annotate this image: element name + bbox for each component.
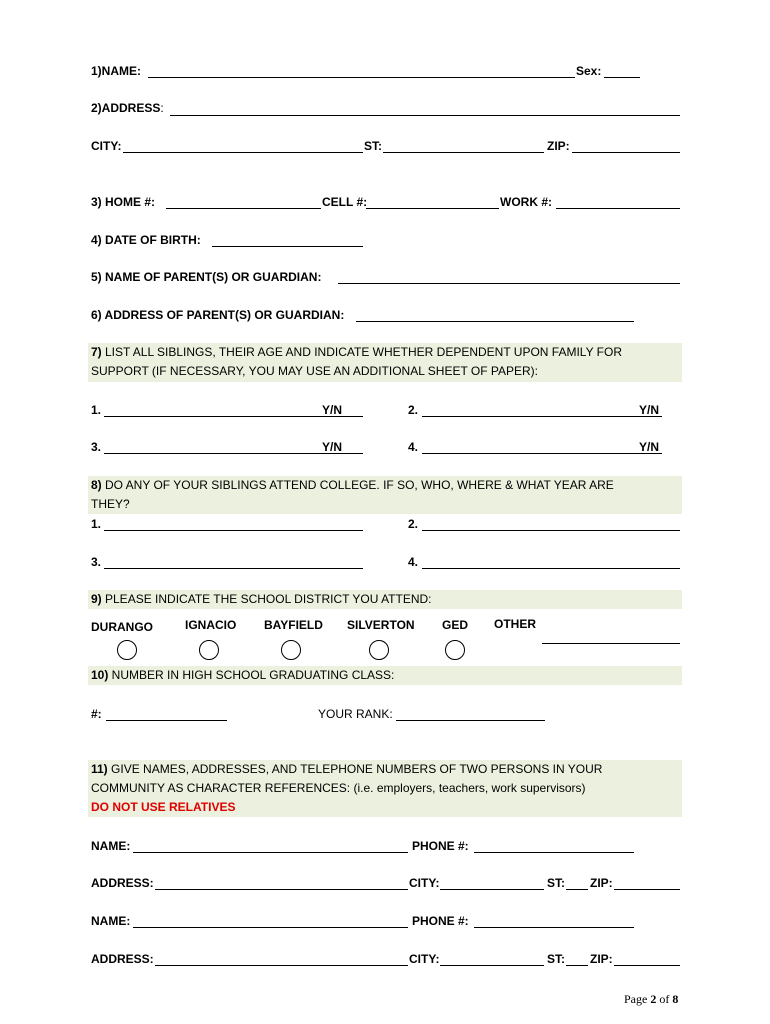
- ref1-zip-label: ZIP:: [590, 876, 613, 890]
- sibling-4-yn: Y/N: [639, 440, 660, 454]
- college-sibling-3-label: 3.: [91, 555, 102, 569]
- siblings-question-line2: SUPPORT (IF NECESSARY, YOU MAY USE AN ADDITIONAL SHEET OF PAPER):: [91, 364, 539, 378]
- rank-label: YOUR RANK:: [318, 707, 393, 721]
- sex-field[interactable]: [604, 77, 640, 78]
- ref1-name-label: NAME:: [91, 839, 131, 853]
- graduating-class-question-line: [88, 666, 682, 685]
- college-sibling-1-label: 1.: [91, 517, 102, 531]
- work-phone-field[interactable]: [556, 208, 680, 209]
- college-question-line2: THEY?: [91, 497, 130, 511]
- sibling-1-yn: Y/N: [322, 403, 343, 417]
- ref1-phone-field[interactable]: [474, 852, 634, 853]
- home-phone-label: 3) HOME #:: [91, 195, 156, 209]
- ref2-state-field[interactable]: [566, 965, 588, 966]
- district-ignacio-label: IGNACIO: [185, 618, 237, 632]
- sibling-3-label: 3.: [91, 440, 102, 454]
- college-sibling-3-field[interactable]: [104, 568, 363, 569]
- name-field[interactable]: [148, 77, 575, 78]
- ref2-city-field[interactable]: [440, 965, 544, 966]
- college-question: [88, 476, 682, 514]
- references-question-line1: [88, 760, 682, 779]
- city-label: CITY:: [91, 139, 122, 153]
- q11-text1: GIVE NAMES, ADDRESSES, AND TELEPHONE NUMBERS OF TWO PERSONS IN YOUR: [107, 762, 603, 776]
- zip-field[interactable]: [572, 152, 680, 153]
- page-number: [624, 992, 678, 1007]
- ref1-address-field[interactable]: [155, 889, 408, 890]
- no-relatives-warning: DO NOT USE RELATIVES: [91, 800, 236, 814]
- class-size-field[interactable]: [106, 720, 227, 721]
- bayfield-radio[interactable]: [281, 640, 301, 660]
- school-district-question: [88, 590, 682, 609]
- rank-field[interactable]: [396, 720, 545, 721]
- ref1-name-field[interactable]: [133, 852, 408, 853]
- address-field[interactable]: [170, 115, 680, 116]
- ref1-city-label: CITY:: [409, 876, 440, 890]
- sibling-2-field[interactable]: [422, 416, 662, 417]
- school-district-question-line: [88, 590, 682, 609]
- ref1-phone-label: PHONE #:: [412, 839, 469, 853]
- parent-address-field[interactable]: [356, 321, 634, 322]
- college-sibling-4-field[interactable]: [422, 568, 680, 569]
- ref2-city-label: CITY:: [409, 952, 440, 966]
- q9-text: PLEASE INDICATE THE SCHOOL DISTRICT YOU ATTEND:: [101, 592, 432, 606]
- class-size-label: #:: [91, 707, 102, 721]
- parent-name-field[interactable]: [338, 283, 680, 284]
- ref2-phone-field[interactable]: [474, 927, 634, 928]
- cell-phone-label: CELL #:: [322, 195, 368, 209]
- college-sibling-1-field[interactable]: [104, 530, 363, 531]
- ref2-name-label: NAME:: [91, 914, 131, 928]
- sibling-3-yn: Y/N: [322, 440, 343, 454]
- q8-number: 8): [91, 478, 102, 492]
- ref2-name-field[interactable]: [133, 927, 408, 928]
- sibling-1-label: 1.: [91, 403, 102, 417]
- district-bayfield-label: BAYFIELD: [264, 618, 323, 632]
- state-label: ST:: [364, 139, 382, 153]
- dob-field[interactable]: [212, 246, 363, 247]
- page-current: 2: [650, 992, 657, 1006]
- parent-name-label: 5) NAME OF PARENT(S) OR GUARDIAN:: [91, 270, 322, 284]
- q10-number: 10): [91, 668, 109, 682]
- zip-label: ZIP:: [547, 139, 570, 153]
- district-other-field[interactable]: [542, 643, 680, 644]
- q9-number: 9): [91, 592, 102, 606]
- city-field[interactable]: [123, 152, 363, 153]
- parent-address-label: 6) ADDRESS OF PARENT(S) OR GUARDIAN:: [91, 308, 345, 322]
- college-question-line1: [88, 476, 682, 495]
- q7-number: 7): [91, 345, 102, 359]
- college-sibling-2-field[interactable]: [422, 530, 680, 531]
- silverton-radio[interactable]: [369, 640, 389, 660]
- ref2-address-label: ADDRESS:: [91, 952, 154, 966]
- ref2-phone-label: PHONE #:: [412, 914, 469, 928]
- sibling-4-field[interactable]: [422, 453, 662, 454]
- address-label-text: 2)ADDRESS: [91, 101, 161, 115]
- ged-radio[interactable]: [445, 640, 465, 660]
- sibling-4-label: 4.: [408, 440, 419, 454]
- ref1-address-label: ADDRESS:: [91, 876, 154, 890]
- page-of: of: [656, 992, 673, 1006]
- ref2-address-field[interactable]: [155, 965, 408, 966]
- ref2-state-label: ST:: [547, 952, 565, 966]
- q8-text1: DO ANY OF YOUR SIBLINGS ATTEND COLLEGE. IF SO, WHO, WHERE & WHAT YEAR ARE: [101, 478, 614, 492]
- ref1-state-label: ST:: [547, 876, 565, 890]
- sibling-2-yn: Y/N: [639, 403, 660, 417]
- college-sibling-2-label: 2.: [408, 517, 419, 531]
- q11-number: 11): [91, 762, 108, 776]
- page-total: 8: [672, 992, 679, 1006]
- durango-radio[interactable]: [117, 640, 137, 660]
- dob-label: 4) DATE OF BIRTH:: [91, 233, 201, 247]
- district-other-label: OTHER: [494, 617, 536, 631]
- siblings-question-line1: [88, 343, 682, 362]
- district-durango-label: DURANGO: [91, 620, 153, 634]
- home-phone-field[interactable]: [166, 208, 321, 209]
- address-colon: :: [160, 101, 164, 115]
- sibling-2-label: 2.: [408, 403, 419, 417]
- state-field[interactable]: [383, 152, 544, 153]
- ref1-city-field[interactable]: [440, 889, 544, 890]
- siblings-question: [88, 343, 682, 382]
- ignacio-radio[interactable]: [199, 640, 219, 660]
- q10-text: NUMBER IN HIGH SCHOOL GRADUATING CLASS:: [108, 668, 395, 682]
- ref2-zip-label: ZIP:: [590, 952, 613, 966]
- q7-text1: LIST ALL SIBLINGS, THEIR AGE AND INDICATE WHETHER DEPENDENT UPON FAMILY FOR: [101, 345, 623, 359]
- name-label: 1)NAME:: [91, 64, 141, 78]
- references-question: [88, 760, 682, 817]
- ref2-zip-field[interactable]: [614, 965, 680, 966]
- graduating-class-question: [88, 666, 682, 685]
- sex-label: Sex:: [576, 64, 602, 78]
- cell-phone-field[interactable]: [366, 208, 499, 209]
- ref1-state-field[interactable]: [566, 889, 588, 890]
- page-prefix: Page: [624, 992, 651, 1006]
- ref1-zip-field[interactable]: [614, 889, 680, 890]
- college-sibling-4-label: 4.: [408, 555, 419, 569]
- district-silverton-label: SILVERTON: [347, 618, 415, 632]
- work-phone-label: WORK #:: [500, 195, 552, 209]
- district-ged-label: GED: [442, 618, 469, 632]
- address-label: [91, 101, 164, 115]
- references-question-line2: COMMUNITY AS CHARACTER REFERENCES: (i.e. employers, teachers, work supervisors): [91, 781, 586, 795]
